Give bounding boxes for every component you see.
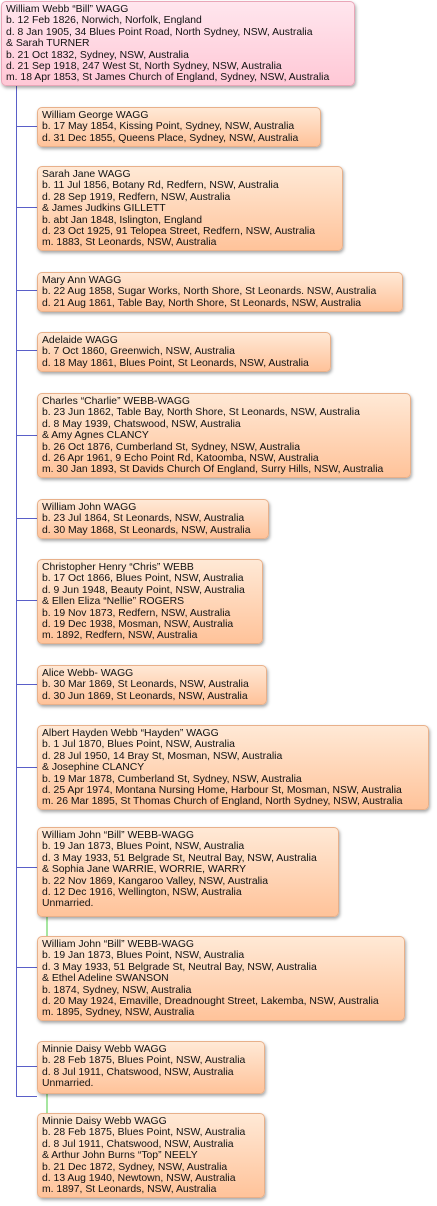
connector-branch: [16, 350, 37, 351]
marriage-detail: m. 30 Jan 1893, St Davids Church Of England, Surry Hills, NSW, Australia: [42, 464, 384, 476]
person-name: William George WAGG: [42, 110, 149, 121]
spouse-name: & Sophia Jane WARRIE, WORRIE, WARRY: [42, 864, 247, 876]
spouse-detail: b. abt Jan 1848, Islington, England: [42, 214, 203, 226]
person-detail: d. 18 May 1861, Blues Point, St Leonards, NSW, Australia: [42, 357, 309, 369]
person-detail: b. 22 Aug 1858, Sugar Works, North Shore, St Leonards. NSW, Australia: [42, 286, 377, 298]
duplicate-person-link: [46, 917, 48, 936]
child-person-box[interactable]: [37, 1041, 265, 1094]
marriage-status: Unmarried.: [42, 898, 94, 910]
child-person-box[interactable]: [37, 393, 411, 478]
spouse-detail: d. 20 May 1924, Emaville, Dreadnought Street, Lakemba, NSW, Australia: [42, 996, 379, 1008]
connector-branch: [16, 1096, 37, 1097]
duplicate-person-link: [46, 1094, 48, 1113]
spouse-detail: b. 26 Oct 1876, Cumberland St, Sydney, NSW, Australia: [42, 441, 300, 453]
person-name: Minnie Daisy Webb WAGG: [42, 1044, 167, 1055]
marriage-detail: m. 1883, St Leonards, NSW, Australia: [42, 237, 217, 249]
spouse-detail: d. 12 Dec 1916, Wellington, NSW, Australia: [42, 887, 242, 899]
person-detail: d. 8 May 1939, Chatswood, NSW, Australia: [42, 418, 241, 430]
spouse-name: & Ethel Adeline SWANSON: [42, 973, 169, 985]
person-name: Christopher Henry “Chris” WEBB: [42, 562, 194, 573]
connector-branch: [16, 867, 37, 868]
marriage-detail: m. 1892, Redfern, NSW, Australia: [42, 630, 198, 642]
person-name: William John “Bill” WEBB-WAGG: [42, 939, 195, 950]
spouse-detail: b. 19 Mar 1878, Cumberland St, Sydney, NSW, Australia: [42, 773, 302, 785]
person-name: William John WAGG: [42, 502, 137, 513]
spouse-name: & James Judkins GILLETT: [42, 203, 166, 215]
person-name: Mary Ann WAGG: [42, 275, 122, 286]
child-person-box[interactable]: [37, 559, 263, 644]
connector-branch: [16, 600, 37, 601]
child-person-box[interactable]: [37, 827, 339, 917]
child-person-box[interactable]: [37, 107, 321, 147]
person-name: Charles “Charlie” WEBB-WAGG: [42, 396, 190, 407]
connector-branch: [16, 290, 37, 291]
person-name: Alice Webb- WAGG: [42, 668, 134, 679]
person-detail: d. 8 Jul 1911, Chatswood, NSW, Australia: [42, 1066, 234, 1078]
person-name: Sarah Jane WAGG: [42, 169, 131, 180]
person-detail: d. 9 Jun 1948, Beauty Point, NSW, Australia: [42, 584, 245, 596]
person-detail: d. 3 May 1933, 51 Belgrade St, Neutral Bay, NSW, Australia: [42, 852, 317, 864]
person-detail: d. 8 Jul 1911, Chatswood, NSW, Australia: [42, 1138, 234, 1150]
person-detail: b. 11 Jul 1856, Botany Rd, Redfern, NSW, Australia: [42, 180, 279, 192]
connector-branch: [16, 1066, 37, 1067]
person-detail: b. 17 Oct 1866, Blues Point, NSW, Australia: [42, 573, 244, 585]
connector-branch: [16, 518, 37, 519]
child-person-box[interactable]: [37, 166, 343, 251]
person-detail: b. 12 Feb 1826, Norwich, Norfolk, England: [6, 15, 202, 27]
person-detail: d. 30 Jun 1869, St Leonards, NSW, Australia: [42, 690, 248, 702]
spouse-detail: d. 25 Apr 1974, Montana Nursing Home, Harbour St, Mosman, NSW, Australia: [42, 785, 402, 797]
root-person-box[interactable]: [1, 1, 355, 86]
spouse-name: & Josephine CLANCY: [42, 762, 145, 774]
person-detail: b. 28 Feb 1875, Blues Point, NSW, Australia: [42, 1055, 246, 1067]
child-person-box[interactable]: [37, 936, 405, 1021]
marriage-status: Unmarried.: [42, 1078, 94, 1090]
spouse-detail: d. 13 Aug 1940, Newtown, NSW, Australia: [42, 1173, 236, 1185]
person-detail: b. 17 May 1854, Kissing Point, Sydney, NSW, Australia: [42, 121, 295, 133]
connector-branch: [16, 684, 37, 685]
person-detail: b. 28 Feb 1875, Blues Point, NSW, Australia: [42, 1127, 246, 1139]
spouse-name: & Sarah TURNER: [6, 38, 90, 50]
person-detail: b. 19 Jan 1873, Blues Point, NSW, Australia: [42, 841, 245, 853]
person-detail: b. 19 Jan 1873, Blues Point, NSW, Australia: [42, 950, 245, 962]
connector-branch: [16, 126, 37, 127]
person-detail: b. 23 Jun 1862, Table Bay, North Shore, St Leonards, NSW, Australia: [42, 407, 360, 419]
person-name: Albert Hayden Webb “Hayden” WAGG: [42, 728, 219, 739]
person-detail: d. 28 Sep 1919, Redfern, NSW, Australia: [42, 191, 231, 203]
person-name: William Webb “Bill” WAGG: [6, 4, 129, 15]
person-detail: b. 1 Jul 1870, Blues Point, NSW, Australia: [42, 739, 235, 751]
spouse-detail: b. 22 Nov 1869, Kangaroo Valley, NSW, Australia: [42, 875, 269, 887]
person-detail: d. 3 May 1933, 51 Belgrade St, Neutral Bay, NSW, Australia: [42, 961, 317, 973]
spouse-name: & Arthur John Burns “Top” NEELY: [42, 1150, 198, 1162]
child-person-box[interactable]: [37, 665, 267, 705]
person-detail: d. 21 Aug 1861, Table Bay, North Shore, St Leonards, NSW, Australia: [42, 297, 362, 309]
person-detail: b. 23 Jul 1864, St Leonards, NSW, Australia: [42, 513, 245, 525]
person-detail: b. 30 Mar 1869, St Leonards, NSW, Australia: [42, 679, 249, 691]
spouse-detail: d. 23 Oct 1925, 91 Telopea Street, Redfern, NSW, Australia: [42, 226, 316, 238]
connector-branch: [16, 207, 37, 208]
connector-branch: [16, 767, 37, 768]
spouse-detail: d. 26 Apr 1961, 9 Echo Point Rd, Katoomba, NSW, Australia: [42, 453, 319, 465]
child-person-box[interactable]: [37, 272, 403, 312]
marriage-detail: m. 26 Mar 1895, St Thomas Church of England, North Sydney, NSW, Australia: [42, 796, 403, 808]
marriage-detail: m. 18 Apr 1853, St James Church of England, Sydney, NSW, Australia: [6, 72, 330, 84]
connector-branch: [16, 435, 37, 436]
connector-branch: [16, 967, 37, 968]
child-person-box[interactable]: [37, 332, 331, 372]
marriage-detail: m. 1895, Sydney, NSW, Australia: [42, 1007, 195, 1019]
main-connector-line: [16, 86, 17, 1096]
person-name: William John “Bill” WEBB-WAGG: [42, 830, 195, 841]
person-detail: b. 7 Oct 1860, Greenwich, NSW, Australia: [42, 346, 235, 358]
person-name: Minnie Daisy Webb WAGG: [42, 1116, 167, 1127]
spouse-detail: b. 19 Nov 1873, Redfern, NSW, Australia: [42, 607, 231, 619]
spouse-name: & Ellen Eliza “Nellie” ROGERS: [42, 596, 185, 608]
spouse-detail: b. 21 Dec 1872, Sydney, NSW, Australia: [42, 1161, 228, 1173]
spouse-name: & Amy Agnes CLANCY: [42, 430, 149, 442]
person-detail: d. 8 Jan 1905, 34 Blues Point Road, North Sydney, NSW, Australia: [6, 26, 313, 38]
person-detail: d. 28 Jul 1950, 14 Bray St, Mosman, NSW, Australia: [42, 750, 283, 762]
spouse-detail: b. 21 Oct 1832, Sydney, NSW, Australia: [6, 49, 189, 61]
spouse-detail: d. 21 Sep 1918, 247 West St, North Sydney, NSW, Australia: [6, 61, 282, 73]
person-detail: d. 30 May 1868, St Leonards, NSW, Australia: [42, 524, 251, 536]
spouse-detail: d. 19 Dec 1938, Mosman, NSW, Australia: [42, 619, 234, 631]
person-detail: d. 31 Dec 1855, Queens Place, Sydney, NSW, Australia: [42, 132, 299, 144]
child-person-box[interactable]: [37, 725, 429, 810]
child-person-box[interactable]: [37, 499, 269, 539]
person-name: Adelaide WAGG: [42, 335, 118, 346]
spouse-detail: b. 1874, Sydney, NSW, Australia: [42, 984, 192, 996]
marriage-detail: m. 1897, St Leonards, NSW, Australia: [42, 1184, 217, 1196]
child-person-box[interactable]: [37, 1113, 265, 1198]
